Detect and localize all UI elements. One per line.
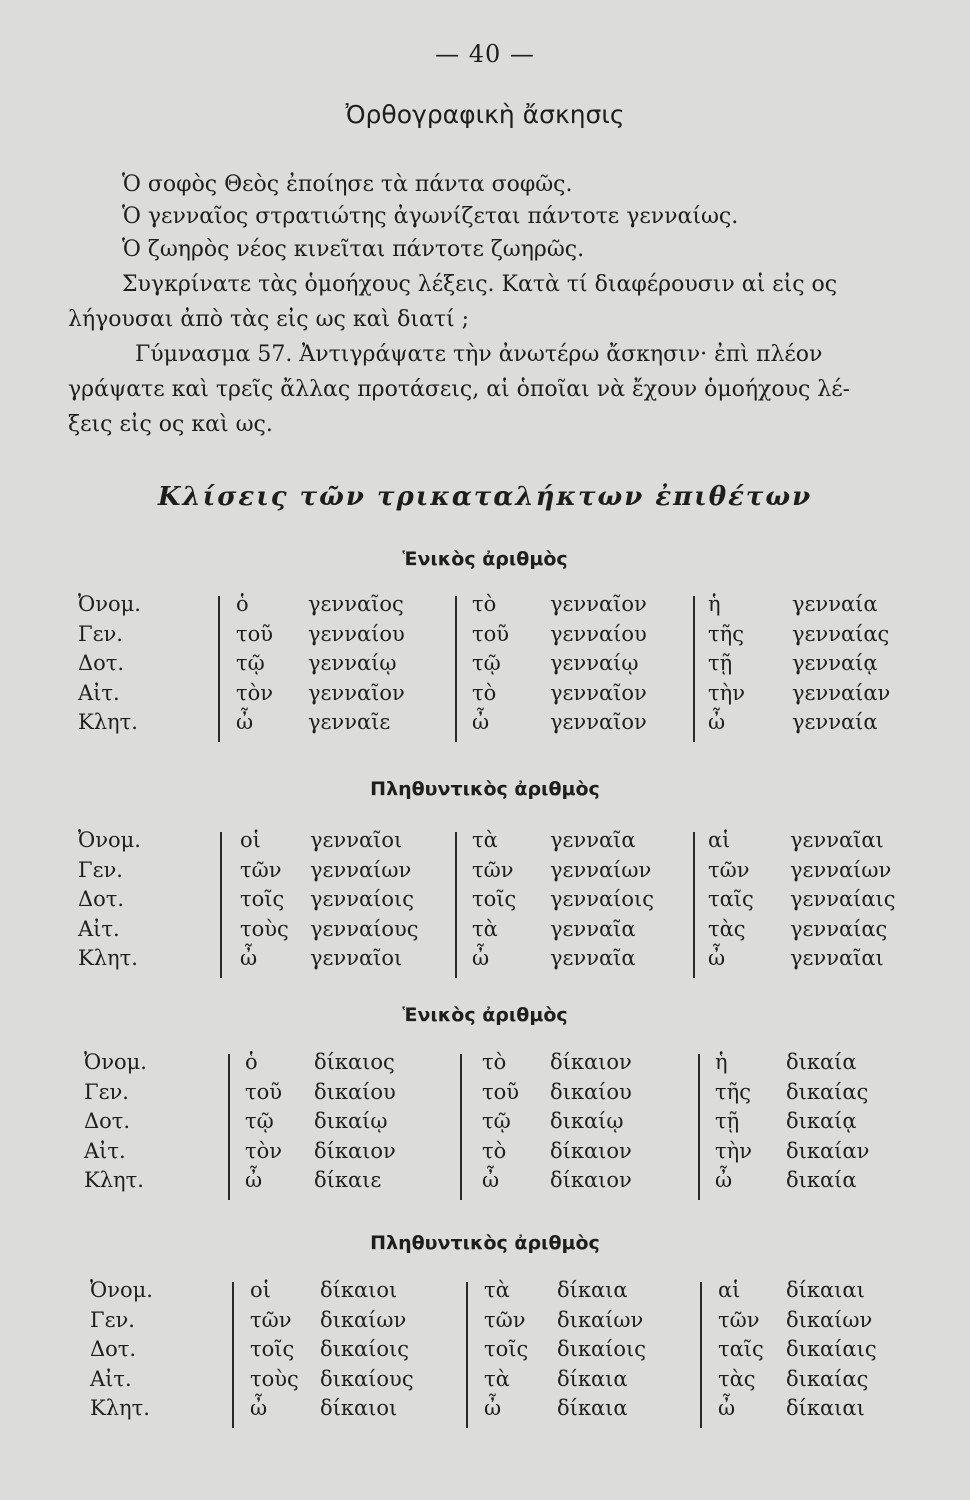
article-cell: τῷ	[482, 1109, 511, 1133]
article-cell: ὦ	[484, 1396, 502, 1420]
adjective-form-cell: γενναῖε	[308, 710, 391, 734]
case-label: Αἰτ.	[78, 916, 120, 941]
article-cell: τῷ	[236, 651, 265, 675]
article-cell: τῶν	[718, 1307, 760, 1332]
article-cell: οἱ	[250, 1278, 271, 1302]
table-row	[0, 1278, 970, 1308]
article-cell: τὸν	[236, 680, 274, 705]
article-cell: ἡ	[715, 1050, 728, 1074]
article-cell: τῶν	[472, 857, 514, 882]
article-cell: τῇ	[715, 1109, 740, 1133]
adjective-form-cell: δικαία	[786, 1168, 857, 1192]
adjective-form-cell: γενναίων	[550, 857, 652, 882]
article-cell: ἡ	[708, 592, 721, 616]
adjective-form-cell: γενναῖαι	[790, 946, 884, 970]
adjective-form-cell: γενναῖον	[550, 592, 647, 616]
article-cell: τὸ	[472, 680, 497, 705]
article-cell: τὴν	[708, 680, 745, 705]
adjective-form-cell: γενναίῳ	[308, 651, 397, 675]
adjective-form-cell: δικαίᾳ	[786, 1109, 857, 1133]
table-4-heading: Πληθυντικὸς ἀριθμὸς	[370, 1232, 600, 1254]
intro-line-3: Ὁ ζωηρὸς νέος κινεῖται πάντοτε ζωηρῶς.	[122, 237, 585, 262]
table-row	[0, 946, 970, 976]
table-row	[0, 1308, 970, 1338]
adjective-form-cell: δικαίου	[550, 1079, 632, 1104]
article-cell: τοὺς	[240, 916, 289, 941]
article-cell: τὰ	[472, 916, 498, 941]
article-cell: ὦ	[250, 1396, 268, 1420]
article-cell: τῶν	[240, 857, 282, 882]
intro-line-4: Συγκρίνατε τὰς ὁμοήχους λέξεις. Κατὰ τί διαφέρουσιν αἱ εἰς ος	[122, 272, 838, 297]
article-cell: ὦ	[708, 710, 726, 734]
adjective-form-cell: γενναῖα	[550, 946, 636, 970]
article-cell: τὰς	[708, 916, 746, 941]
article-cell: αἱ	[708, 828, 731, 852]
adjective-form-cell: γενναία	[792, 710, 878, 734]
adjective-form-cell: δίκαιαι	[786, 1396, 865, 1420]
case-label: Δοτ.	[84, 1109, 131, 1133]
adjective-form-cell: δικαίου	[314, 1079, 396, 1104]
section-title: Ὀρθογραφικὴ ἄσκησις	[345, 100, 625, 129]
adjective-form-cell: γενναίου	[308, 621, 405, 646]
adjective-form-cell: δίκαιον	[550, 1050, 632, 1074]
article-cell: τὸ	[482, 1050, 507, 1074]
article-cell: τοὺς	[250, 1366, 299, 1391]
adjective-form-cell: γενναίοις	[550, 887, 655, 911]
adjective-form-cell: γενναίοις	[310, 887, 415, 911]
table-row	[0, 710, 970, 740]
case-label: Γεν.	[84, 1079, 129, 1104]
table-row	[0, 828, 970, 858]
adjective-form-cell: δίκαια	[557, 1366, 628, 1391]
adjective-form-cell: δίκαια	[557, 1396, 628, 1420]
table-row	[0, 1109, 970, 1139]
adjective-form-cell: γενναίας	[792, 621, 890, 646]
table-row	[0, 1337, 970, 1367]
adjective-form-cell: δικαίων	[557, 1307, 644, 1332]
adjective-form-cell: δικαίας	[786, 1366, 869, 1391]
article-cell: τῇ	[708, 651, 733, 675]
case-label: Κλητ.	[78, 946, 138, 970]
adjective-form-cell: δικαίων	[320, 1307, 407, 1332]
intro-line-8: ξεις εἰς ος καὶ ως.	[68, 412, 273, 437]
adjective-form-cell: δίκαιαι	[786, 1278, 865, 1302]
adjective-form-cell: δικαίων	[786, 1307, 873, 1332]
table-3-heading: Ἑνικὸς ἀριθμὸς	[402, 1004, 568, 1026]
article-cell: αἱ	[718, 1278, 741, 1302]
table-row	[0, 917, 970, 947]
adjective-form-cell: γενναῖαι	[790, 828, 884, 852]
adjective-form-cell: γενναίαις	[790, 887, 896, 911]
adjective-form-cell: γενναῖος	[308, 592, 404, 616]
table-row	[0, 1139, 970, 1169]
adjective-form-cell: γενναῖον	[308, 680, 405, 705]
article-cell: τοῖς	[484, 1337, 529, 1361]
case-label: Αἰτ.	[90, 1366, 132, 1391]
case-label: Αἰτ.	[78, 680, 120, 705]
table-row	[0, 651, 970, 681]
article-cell: ὦ	[240, 946, 258, 970]
adjective-form-cell: γενναίᾳ	[792, 651, 878, 675]
table-1-heading: Ἑνικὸς ἀριθμὸς	[402, 548, 568, 570]
table-row	[0, 681, 970, 711]
article-cell: τῶν	[708, 857, 750, 882]
page-number: — 40 —	[435, 40, 535, 68]
adjective-form-cell: γενναίας	[790, 916, 888, 941]
adjective-form-cell: δίκαιε	[314, 1168, 382, 1192]
adjective-form-cell: δικαίῳ	[550, 1109, 624, 1133]
article-cell: τοῦ	[245, 1079, 283, 1104]
article-cell: τὸν	[245, 1138, 283, 1163]
adjective-form-cell: δικαίῳ	[314, 1109, 388, 1133]
adjective-form-cell: γενναίαν	[792, 680, 891, 705]
table-row	[0, 858, 970, 888]
table-row	[0, 1080, 970, 1110]
article-cell: ταῖς	[718, 1337, 764, 1361]
adjective-form-cell: δικαίοις	[557, 1337, 647, 1361]
adjective-form-cell: γενναῖα	[550, 916, 636, 941]
article-cell: τῆς	[708, 621, 744, 646]
adjective-form-cell: δίκαιον	[314, 1138, 396, 1163]
adjective-form-cell: γενναῖα	[550, 828, 636, 852]
adjective-form-cell: γενναῖον	[550, 680, 647, 705]
article-cell: ὦ	[718, 1396, 736, 1420]
adjective-form-cell: δικαίας	[786, 1079, 869, 1104]
adjective-form-cell: δικαίαις	[786, 1337, 877, 1361]
article-cell: ὦ	[708, 946, 726, 970]
article-cell: τὰ	[484, 1278, 510, 1302]
article-cell: τῷ	[472, 651, 501, 675]
table-row	[0, 622, 970, 652]
case-label: Κλητ.	[84, 1168, 144, 1192]
main-heading: Κλίσεις τῶν τρικαταλήκτων ἐπιθέτων	[157, 482, 813, 512]
article-cell: τὸ	[482, 1138, 507, 1163]
adjective-form-cell: δίκαιοι	[320, 1278, 398, 1302]
adjective-form-cell: δίκαιον	[550, 1138, 632, 1163]
article-cell: τοῦ	[472, 621, 510, 646]
adjective-form-cell: δικαία	[786, 1050, 857, 1074]
article-cell: ὁ	[236, 592, 249, 616]
adjective-form-cell: γενναῖοι	[310, 946, 403, 970]
adjective-form-cell: γενναίων	[310, 857, 412, 882]
adjective-form-cell: δικαίοις	[320, 1337, 410, 1361]
adjective-form-cell: δίκαιον	[550, 1168, 632, 1192]
case-label: Γεν.	[78, 621, 123, 646]
table-row	[0, 887, 970, 917]
adjective-form-cell: γενναῖον	[550, 710, 647, 734]
article-cell: τῶν	[250, 1307, 292, 1332]
article-cell: οἱ	[240, 828, 261, 852]
article-cell: τοῖς	[240, 887, 285, 911]
case-label: Αἰτ.	[84, 1138, 126, 1163]
case-label: Δοτ.	[90, 1337, 137, 1361]
article-cell: τοῖς	[472, 887, 517, 911]
case-label: Κλητ.	[78, 710, 138, 734]
case-label: Ὀνομ.	[78, 828, 141, 852]
article-cell: τῶν	[484, 1307, 526, 1332]
adjective-form-cell: δίκαιος	[314, 1050, 395, 1074]
table-row	[0, 592, 970, 622]
article-cell: τοῖς	[250, 1337, 295, 1361]
article-cell: ὦ	[472, 710, 490, 734]
case-label: Ὀνομ.	[84, 1050, 147, 1074]
adjective-form-cell: δικαίαν	[786, 1138, 870, 1163]
article-cell: ὦ	[236, 710, 254, 734]
case-label: Ὀνομ.	[78, 592, 141, 616]
case-label: Ὀνομ.	[90, 1278, 153, 1302]
case-label: Δοτ.	[78, 887, 125, 911]
article-cell: ὦ	[245, 1168, 263, 1192]
article-cell: τὰ	[472, 828, 498, 852]
adjective-form-cell: γενναίῳ	[550, 651, 639, 675]
table-row	[0, 1168, 970, 1198]
case-label: Γεν.	[78, 857, 123, 882]
adjective-form-cell: γενναίου	[550, 621, 647, 646]
table-row	[0, 1396, 970, 1426]
adjective-form-cell: γενναίων	[790, 857, 892, 882]
article-cell: τὰς	[718, 1366, 756, 1391]
case-label: Δοτ.	[78, 651, 125, 675]
article-cell: ὁ	[245, 1050, 258, 1074]
intro-line-2: Ὁ γενναῖος στρατιώτης ἀγωνίζεται πάντοτε γενναίως.	[122, 204, 739, 229]
article-cell: τῷ	[245, 1109, 274, 1133]
table-row	[0, 1050, 970, 1080]
table-row	[0, 1367, 970, 1397]
article-cell: τῆς	[715, 1079, 751, 1104]
intro-line-5: λήγουσαι ἀπὸ τὰς εἰς ως καὶ διατί ;	[68, 307, 470, 332]
article-cell: ὦ	[472, 946, 490, 970]
table-2-heading: Πληθυντικὸς ἀριθμὸς	[370, 778, 600, 800]
article-cell: τὴν	[715, 1138, 752, 1163]
case-label: Κλητ.	[90, 1396, 150, 1420]
article-cell: ὦ	[482, 1168, 500, 1192]
intro-line-7: γράψατε καὶ τρεῖς ἄλλας προτάσεις, αἱ ὁποῖαι νὰ ἔχουν ὁμοήχους λέ-	[68, 377, 851, 402]
article-cell: τὰ	[484, 1366, 510, 1391]
adjective-form-cell: γενναίους	[310, 916, 419, 941]
article-cell: ὦ	[715, 1168, 733, 1192]
article-cell: τοῦ	[236, 621, 274, 646]
article-cell: τὸ	[472, 592, 497, 616]
adjective-form-cell: γενναῖοι	[310, 828, 403, 852]
exercise-line: Γύμνασμα 57. Ἀντιγράψατε τὴν ἀνωτέρω ἄσκησιν· ἐπὶ πλέον	[135, 342, 823, 367]
case-label: Γεν.	[90, 1307, 135, 1332]
adjective-form-cell: δικαίους	[320, 1366, 414, 1391]
intro-line-1: Ὁ σοφὸς Θεὸς ἐποίησε τὰ πάντα σοφῶς.	[122, 172, 573, 197]
adjective-form-cell: γενναία	[792, 592, 878, 616]
adjective-form-cell: δίκαια	[557, 1278, 628, 1302]
article-cell: ταῖς	[708, 887, 754, 911]
article-cell: τοῦ	[482, 1079, 520, 1104]
adjective-form-cell: δίκαιοι	[320, 1396, 398, 1420]
